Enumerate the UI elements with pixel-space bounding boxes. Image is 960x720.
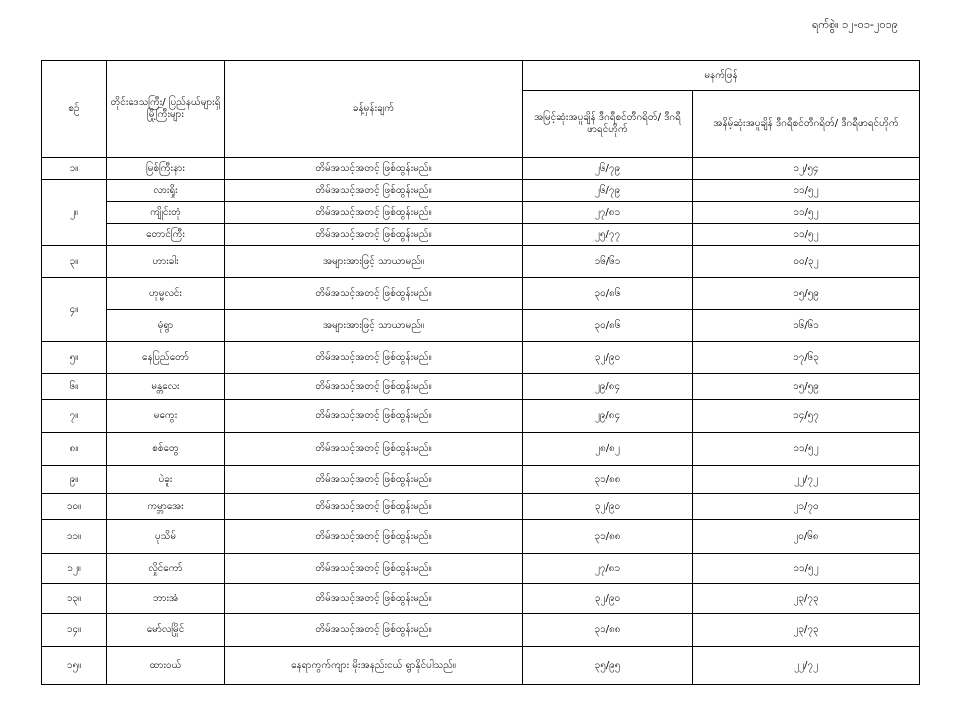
min-temperature: ၂၂/၇၂ [693,647,920,685]
row-number: ၅။ [42,342,107,374]
city-name: နေပြည်တော် [107,342,225,374]
min-temperature: ၁၁/၅၂ [693,433,920,466]
row-number: ၉။ [42,466,107,494]
city-name: လှိုင်ကော် [107,554,225,584]
min-temperature: ၁၂/၅၄ [693,158,920,180]
min-temperature: ၁၅/၅၉ [693,374,920,400]
row-number: ၁၀။ [42,494,107,520]
city-name: ပဲခူး [107,466,225,494]
max-temperature: ၂၅/၇၇ [523,224,693,246]
row-number: ၁၁။ [42,520,107,554]
city-name: ဘားအံ [107,584,225,614]
row-number: ၈။ [42,433,107,466]
max-temperature: ၂၉/၈၄ [523,374,693,400]
header-max-temp: အမြင့်ဆုံးအပူချိန် ဒီဂရီစင်တီဂရိတ်/ ဒီဂရီဖာရင်ဟိုက် [523,91,693,158]
city-name: ပုသိမ် [107,520,225,554]
row-number: ၂။ [42,180,107,246]
min-temperature: ၂၃/၇၃ [693,584,920,614]
row-number: ၁၄။ [42,614,107,647]
city-name: မော်လမြိုင် [107,614,225,647]
city-name: ထားဝယ် [107,647,225,685]
row-number: ၆။ [42,374,107,400]
forecast-condition: တိမ်အသင့်အတင့် ဖြစ်ထွန်းမည်။ [225,180,523,202]
forecast-condition: တိမ်အသင့်အတင့် ဖြစ်ထွန်းမည်။ [225,278,523,310]
header-temperature: မနက်ဖြန် [523,61,920,91]
table-row [42,374,920,400]
table-row [42,180,920,202]
min-temperature: ၂၃/၇၃ [693,614,920,647]
issue-date: ရက်စွဲ။ ၁၂-၀၁-၂၀၁၉ [812,18,898,31]
row-number: ၄။ [42,278,107,342]
city-name: လားရှိုး [107,180,225,202]
table-row [42,278,920,310]
forecast-condition: တိမ်အသင့်အတင့် ဖြစ်ထွန်းမည်။ [225,342,523,374]
max-temperature: ၃၀/၈၆ [523,278,693,310]
table-row [42,342,920,374]
forecast-condition: တိမ်အသင့်အတင့် ဖြစ်ထွန်းမည်။ [225,224,523,246]
max-temperature: ၃၁/၈၈ [523,466,693,494]
table-row [42,224,920,246]
city-name: ကမ္ဘာအေး [107,494,225,520]
min-temperature: ၁၁/၅၂ [693,224,920,246]
city-name: မကွေး [107,400,225,433]
table-row [42,246,920,278]
table-row [42,433,920,466]
row-number: ၇။ [42,400,107,433]
forecast-condition: တိမ်အသင့်အတင့် ဖြစ်ထွန်းမည်။ [225,520,523,554]
min-temperature: ၁၁/၅၂ [693,202,920,224]
header-no: စဉ် [42,61,107,158]
min-temperature: ၁၄/၅၇ [693,400,920,433]
forecast-condition: တိမ်အသင့်အတင့် ဖြစ်ထွန်းမည်။ [225,494,523,520]
city-name: မန္တလေး [107,374,225,400]
forecast-condition: တိမ်အသင့်အတင့် ဖြစ်ထွန်းမည်။ [225,374,523,400]
city-name: ဟုမ္မလင်း [107,278,225,310]
forecast-condition: တိမ်အသင့်အတင့် ဖြစ်ထွန်းမည်။ [225,466,523,494]
max-temperature: ၃၁/၈၈ [523,520,693,554]
table-row [42,466,920,494]
max-temperature: ၂၆/၇၉ [523,158,693,180]
forecast-condition: တိမ်အသင့်အတင့် ဖြစ်ထွန်းမည်။ [225,400,523,433]
table-row [42,554,920,584]
table-row [42,584,920,614]
min-temperature: ၁၁/၅၂ [693,180,920,202]
min-temperature: ၁၇/၆၃ [693,342,920,374]
table-row [42,647,920,685]
table-row [42,520,920,554]
max-temperature: ၁၆/၆၁ [523,246,693,278]
header-min-temp: အနိမ့်ဆုံးအပူချိန် ဒီဂရီစင်တီဂရိတ်/ ဒီဂရီဖာရင်ဟိုက် [693,91,920,158]
city-name: တောင်ကြီး [107,224,225,246]
table-row [42,158,920,180]
min-temperature: ၀၀/၃၂ [693,246,920,278]
weather-forecast-table [41,60,920,685]
max-temperature: ၂၇/၈၁ [523,554,693,584]
row-number: ၁၃။ [42,584,107,614]
min-temperature: ၁၆/၆၁ [693,310,920,342]
forecast-condition: တိမ်အသင့်အတင့် ဖြစ်ထွန်းမည်။ [225,433,523,466]
max-temperature: ၃၁/၈၈ [523,614,693,647]
forecast-condition: တိမ်အသင့်အတင့် ဖြစ်ထွန်းမည်။ [225,158,523,180]
max-temperature: ၂၈/၈၂ [523,433,693,466]
city-name: စစ်တွေ [107,433,225,466]
max-temperature: ၃၂/၉၀ [523,494,693,520]
city-name: မြစ်ကြီးနား [107,158,225,180]
row-number: ၃။ [42,246,107,278]
forecast-condition: တိမ်အသင့်အတင့် ဖြစ်ထွန်းမည်။ [225,614,523,647]
max-temperature: ၃၅/၉၅ [523,647,693,685]
forecast-condition: တိမ်အသင့်အတင့် ဖြစ်ထွန်းမည်။ [225,554,523,584]
table-row [42,202,920,224]
city-name: ဟားခါး [107,246,225,278]
header-region: တိုင်းဒေသကြီး/ ပြည်နယ်များရှိ မြို့ကြီးများ [107,61,225,158]
min-temperature: ၁၁/၅၂ [693,554,920,584]
city-name: မုံရွာ [107,310,225,342]
row-number: ၁။ [42,158,107,180]
forecast-condition: အများအားဖြင့် သာယာမည်။ [225,246,523,278]
max-temperature: ၃၀/၈၆ [523,310,693,342]
min-temperature: ၂၁/၇၀ [693,494,920,520]
max-temperature: ၂၉/၈၄ [523,400,693,433]
header-condition: ခန့်မှန်းချက် [225,61,523,158]
max-temperature: ၃၂/၉၀ [523,342,693,374]
max-temperature: ၂၇/၈၁ [523,202,693,224]
table-row [42,400,920,433]
table-row [42,310,920,342]
forecast-condition: တိမ်အသင့်အတင့် ဖြစ်ထွန်းမည်။ [225,584,523,614]
min-temperature: ၂၂/၇၂ [693,466,920,494]
min-temperature: ၂၀/၆၈ [693,520,920,554]
forecast-condition: အများအားဖြင့် သာယာမည်။ [225,310,523,342]
max-temperature: ၂၆/၇၉ [523,180,693,202]
max-temperature: ၃၂/၉၀ [523,584,693,614]
table-row [42,614,920,647]
table-row [42,494,920,520]
forecast-condition: တိမ်အသင့်အတင့် ဖြစ်ထွန်းမည်။ [225,202,523,224]
forecast-condition: နေရာကွက်ကျား မိုးအနည်းငယ် ရွာနိုင်ပါသည်။ [225,647,523,685]
city-name: ကျိုင်းတုံ [107,202,225,224]
min-temperature: ၁၅/၅၉ [693,278,920,310]
row-number: ၁၅။ [42,647,107,685]
row-number: ၁၂။ [42,554,107,584]
